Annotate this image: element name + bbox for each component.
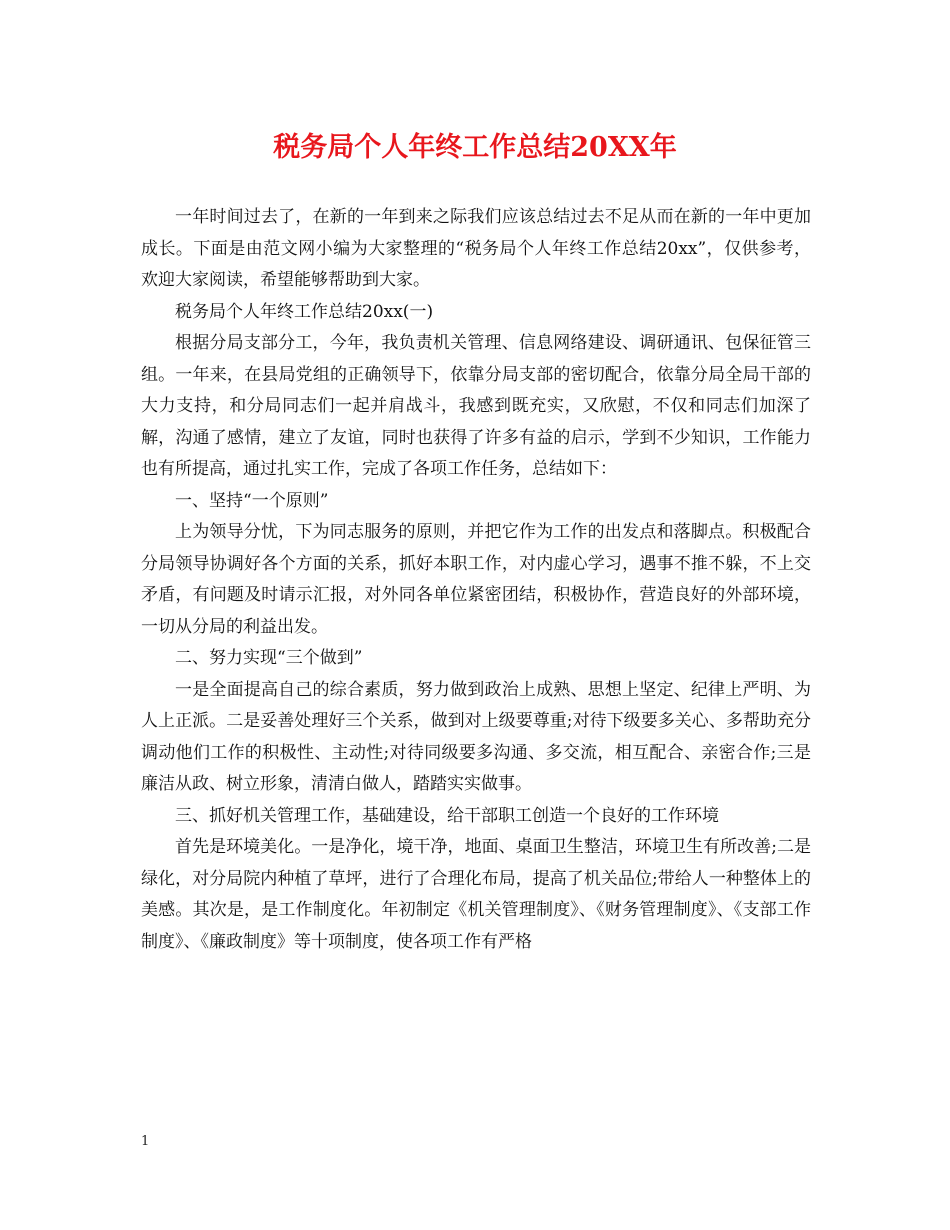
page-number: 1 [141,1134,150,1149]
paragraph-environment: 首先是环境美化。一是净化，境干净，地面、桌面卫生整洁，环境卫生有所改善;二是绿化，对分局院内种植了草坪，进行了合理化布局，提高了机关品位;带给人一种整体上的美感。其次是，是工作制度化。年初制定《机关管理制度》、《财务管理制度》、《支部工作制度》、《廉政制度》等十项制度，使各项工作有严格 [141,837,811,952]
paragraph-principle: 上为领导分忧，下为同志服务的原则，并把它作为工作的出发点和落脚点。积极配合分局领导协调好各个方面的关系，抓好本职工作，对内虚心学习，遇事不推不躲，不上交矛盾，有问题及时请示汇报，对外同各单位紧密团结，积极协作，营造良好的外部环境，一切从分局的利益出发。 [141,522,811,637]
section-heading-2: 二、努力实现“三个做到” [175,648,363,668]
paragraph-three-achievements: 一是全面提高自己的综合素质，努力做到政治上成熟、思想上坚定、纪律上严明、为人上正派。二是妥善处理好三个关系，做到对上级要尊重;对待下级要多关心、多帮助充分调动他们工作的积极性、主动性;对待同级要多沟通、多交流，相互配合、亲密合作;三是廉洁从政、树立形象，清清白做人，踏踏实实做事。 [141,679,811,794]
paragraph-intro: 一年时间过去了，在新的一年到来之际我们应该总结过去不足从而在新的一年中更加成长。下面是由范文网小编为大家整理的“税务局个人年终工作总结20xx”，仅供参考，欢迎大家阅读，希望能够帮助到大家。 [141,207,811,290]
document-body [141,202,811,958]
section-heading-1: 一、坚持“一个原则” [175,490,329,511]
paragraph-division-of-work: 根据分局支部分工，今年，我负责机关管理、信息网络建设、调研通讯、包保征管三组。一年来，在县局党组的正确领导下，依靠分局支部的密切配合，依靠分局全局干部的大力支持，和分局同志们一起并肩战斗，我感到既充实，又欣慰，不仅和同志们加深了解，沟通了感情，建立了友谊，同时也获得了许多有益的启示，学到不少知识，工作能力也有所提高，通过扎实工作，完成了各项工作任务，总结如下： [141,333,811,479]
paragraph-subtitle: 税务局个人年终工作总结20xx(一) [175,301,434,322]
section-heading-3: 三、抓好机关管理工作，基础建设，给干部职工创造一个良好的工作环境 [175,805,719,826]
document-title: 税务局个人年终工作总结20XX年 [273,132,677,163]
